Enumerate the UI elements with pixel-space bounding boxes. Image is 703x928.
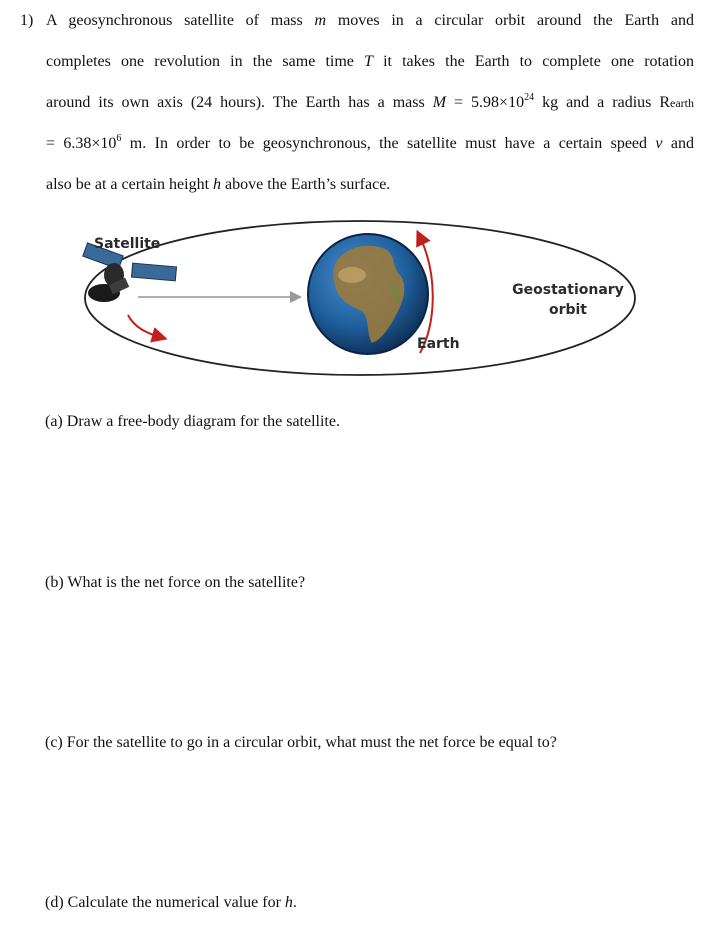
orbit-diagram: [70, 215, 640, 380]
earth-label: Earth: [417, 336, 460, 352]
question-d-text: (d) Calculate the numerical value for: [45, 894, 285, 911]
problem-number: 1): [20, 12, 34, 29]
text: completes one revolution in the same time: [46, 53, 365, 70]
question-b: (b) What is the net force on the satellite?: [45, 574, 306, 591]
subscript: earth: [670, 96, 695, 110]
text: above the Earth’s surface.: [221, 176, 391, 193]
text: it takes the Earth to complete one rotation: [372, 53, 694, 70]
orbit-label-1: Geostationary: [512, 282, 624, 298]
text: A geosynchronous satellite of mass: [46, 12, 315, 29]
question-d-end: .: [292, 894, 297, 911]
var-h: h: [213, 176, 222, 193]
var-h: h: [284, 894, 293, 911]
problem-line-1: [20, 10, 694, 32]
question-c: (c) For the satellite to go in a circular orbit, what must the net force be equal to?: [45, 734, 557, 751]
problem-line-5: [46, 174, 694, 196]
text: also be at a certain height: [46, 176, 214, 193]
exponent: 24: [524, 92, 535, 103]
question-a: (a) Draw a free-body diagram for the satellite.: [45, 413, 340, 430]
satellite-motion-arrow: [128, 315, 160, 337]
text: kg and a radius R: [534, 94, 671, 111]
orbit-label-2: orbit: [548, 302, 588, 318]
text: moves in a circular orbit around the Earth and: [326, 12, 694, 29]
problem-line-2: [46, 51, 694, 73]
question-d: [45, 894, 297, 912]
var-M: M: [432, 94, 447, 111]
problem-line-3: [46, 92, 694, 114]
text: m. In order to be geosynchronous, the satellite must have a certain speed: [121, 135, 656, 152]
text: and: [662, 135, 694, 152]
earth-globe: [308, 234, 428, 354]
orbit-diagram-svg: [70, 215, 640, 380]
problem-line-4: [46, 133, 694, 155]
text: around its own axis (24 hours). The Earth has a mass: [46, 94, 433, 111]
var-m: m: [314, 12, 327, 29]
satellite-label: Satellite: [94, 236, 161, 252]
text: = 6.38×10: [46, 135, 117, 152]
exponent: 6: [116, 133, 122, 144]
var-v: v: [655, 135, 663, 152]
text: = 5.98×10: [446, 94, 525, 111]
var-T: T: [364, 53, 373, 70]
